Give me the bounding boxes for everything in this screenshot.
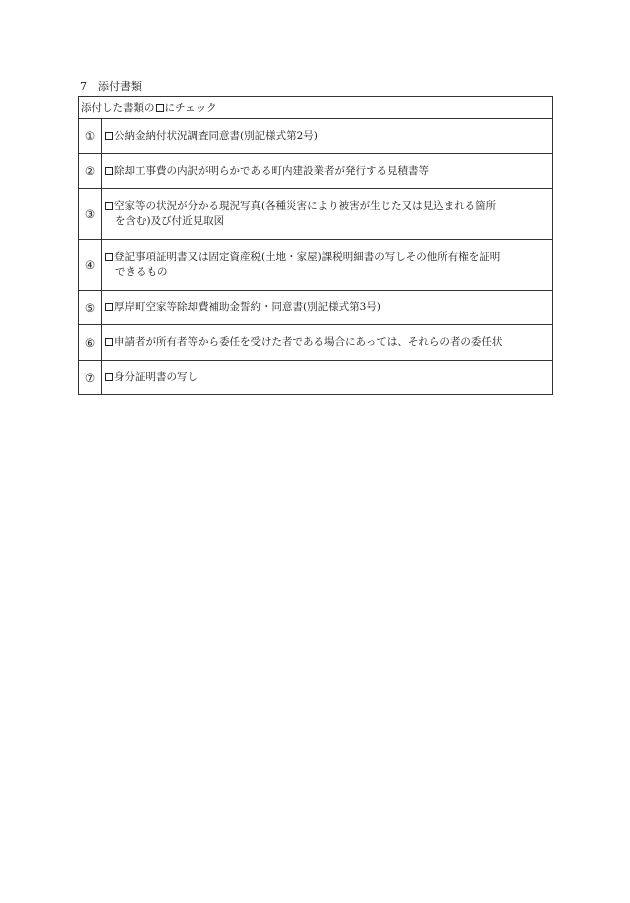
table-row — [79, 325, 553, 361]
item-cell — [102, 154, 553, 189]
item-checkbox[interactable] — [105, 303, 113, 311]
header-suffix: にチェック — [164, 102, 217, 114]
item-text: 登記事項証明書又は固定資産税(土地・家屋)課税明細書の写しその他所有権を証明 — [114, 251, 501, 263]
item-text: 公納金納付状況調査同意書(別記様式第2号) — [114, 129, 318, 142]
table-row — [79, 154, 553, 189]
item-checkbox[interactable] — [105, 338, 113, 346]
item-cell — [102, 291, 553, 325]
item-text: 空家等の状況が分かる現況写真(各種災害により被害が生じた又は見込まれる箇所 — [114, 200, 497, 212]
item-text-continued: を含む)及び付近見取図 — [115, 215, 225, 227]
item-marker: ⑦ — [79, 361, 102, 395]
checkbox-legend-icon — [156, 104, 164, 112]
table-row — [79, 119, 553, 154]
table-row — [79, 240, 553, 291]
item-text: 厚岸町空家等除却費補助金誓約・同意書(別記様式第3号) — [114, 301, 381, 313]
table-header-cell — [79, 97, 553, 119]
item-cell — [102, 361, 553, 395]
item-checkbox[interactable] — [105, 167, 113, 175]
item-text-continued: できるもの — [115, 266, 168, 278]
item-checkbox[interactable] — [105, 373, 113, 381]
item-marker: ③ — [79, 189, 102, 240]
table-row — [79, 291, 553, 325]
item-cell — [102, 325, 553, 361]
item-text: 除却工事費の内訳が明らかである町内建設業者が発行する見積書等 — [114, 164, 429, 177]
table-row — [79, 189, 553, 240]
item-checkbox[interactable] — [105, 202, 113, 210]
section-number: 7 — [80, 80, 87, 93]
attachments-table — [78, 96, 553, 395]
item-cell — [102, 240, 553, 291]
item-text: 身分証明書の写し — [114, 371, 198, 383]
header-prefix: 添付した書類の — [81, 102, 155, 114]
section-heading — [80, 80, 142, 94]
table-header-row — [79, 97, 553, 119]
item-marker: ⑤ — [79, 291, 102, 325]
section-title: 添付書類 — [98, 80, 142, 93]
item-text: 申請者が所有者等から委任を受けた者である場合にあっては、それらの者の委任状 — [114, 336, 503, 348]
item-marker: ② — [79, 154, 102, 189]
item-marker: ⑥ — [79, 325, 102, 361]
item-marker: ④ — [79, 240, 102, 291]
item-cell — [102, 119, 553, 154]
item-checkbox[interactable] — [105, 132, 113, 140]
table-row — [79, 361, 553, 395]
item-cell — [102, 189, 553, 240]
item-checkbox[interactable] — [105, 253, 113, 261]
item-marker: ① — [79, 119, 102, 154]
